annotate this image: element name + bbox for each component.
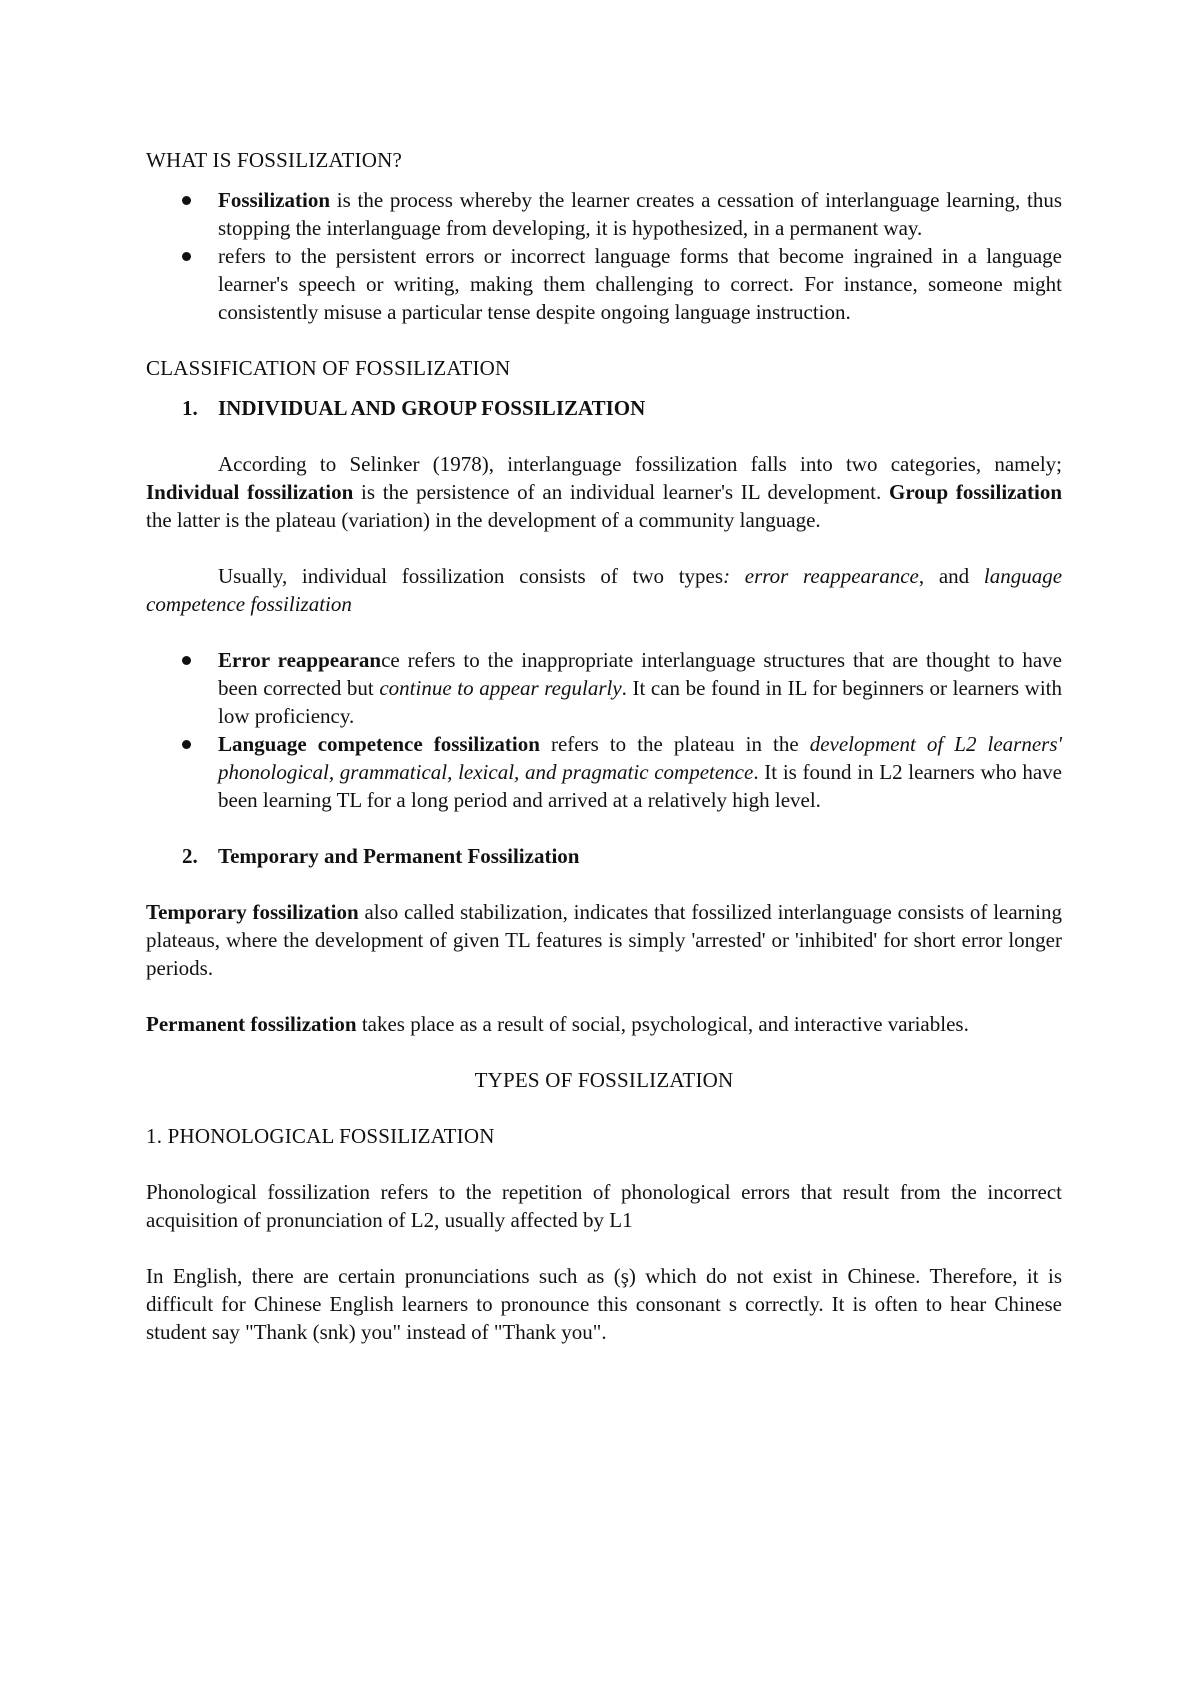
term-error-reappearance: : error reappearance [723,564,919,588]
bullet-icon [182,740,191,749]
text-run: is the persistence of an individual learner's IL development. [353,480,889,504]
text-run: According to Selinker (1978), interlanguage fossilization falls into two categories, namely; [218,452,1062,476]
paragraph-temporary-fossilization [146,898,1062,982]
list-number: 2. [182,844,198,868]
paragraph-two-types [146,562,1062,618]
bullet-icon [182,656,191,665]
italic-phrase: development of L2 learners' phonological, grammatical, lexical, and pragmatic competence [218,732,1062,784]
text-run: also called stabilization, indicates that fossilized interlanguage consists of learning plateaus, where the development of given TL features is simply 'arrested' or 'inhibited' for short error longer periods. [146,900,1063,980]
subheading-title: INDIVIDUAL AND GROUP FOSSILIZATION [218,396,646,420]
term-language-competence-fossilization: language competence fossilization [146,564,1063,616]
term-group-fossilization: Group fossilization [888,480,1063,504]
paragraph-phonological-definition: Phonological fossilization refers to the repetition of phonological errors that result from the incorrect acquisition of pronunciation of L2, usually affected by L1 [146,1180,1062,1232]
document-page [146,146,1062,1346]
term-temporary-fossilization: Temporary fossilization [146,900,359,924]
term-error-reappearance-bold: Error reappearan [218,648,382,672]
italic-phrase: continue to appear regularly [379,676,622,700]
paragraph-selinker [146,450,1062,534]
heading-classification: CLASSIFICATION OF FOSSILIZATION [146,356,511,380]
paragraph-chinese-example: In English, there are certain pronunciations such as (ş) which do not exist in Chinese. Therefore, it is difficult for Chinese English learners to pronounce this consonant s correctly. It is often to hear Chinese student say "Thank (snk) you" instead of "Thank you". [146,1264,1062,1344]
numbered-heading-individual-group [146,394,1062,422]
bullet-icon [182,196,191,205]
text-run: the latter is the plateau (variation) in the development of a community language. [146,508,821,532]
definition-text: is the process whereby the learner creates a cessation of interlanguage learning, thus stopping the interlanguage from developing, it is hypothesized, in a permanent way. [218,188,1062,240]
text-run: . It can be found in IL for beginners or learners with low proficiency. [218,676,1062,728]
list-number: 1. [182,396,198,420]
term-permanent-fossilization: Permanent fossilization [146,1012,357,1036]
text-run: ce refers to the inappropriate interlanguage structures that are thought to have been corrected but [218,648,1062,700]
text-run: Usually, individual fossilization consists of two types [218,564,724,588]
definition-text: refers to the persistent errors or incorrect language forms that become ingrained in a language learner's speech or writing, making them challenging to correct. For instance, someone might consistently misuse a particular tense despite ongoing language instruction. [218,244,1062,324]
term-individual-fossilization: Individual fossilization [146,480,354,504]
term-language-competence-bold: Language competence fossilization [218,732,540,756]
list-item [146,186,1062,242]
text-run: takes place as a result of social, psychological, and interactive variables. [356,1012,969,1036]
heading-types-of-fossilization: TYPES OF FOSSILIZATION [474,1068,734,1092]
definition-list [146,186,1062,326]
heading-phonological-fossilization: 1. PHONOLOGICAL FOSSILIZATION [146,1124,495,1148]
text-run: . It is found in L2 learners who have been learning TL for a long period and arrived at a relatively high level. [218,760,1062,812]
numbered-heading-temporary-permanent [146,842,1062,870]
types-list [146,646,1062,814]
subheading-title: Temporary and Permanent Fossilization [218,844,580,868]
list-item [146,242,1062,326]
text-run: refers to the plateau in the [539,732,810,756]
list-item [146,646,1062,730]
list-item [146,730,1062,814]
heading-what-is-fossilization: WHAT IS FOSSILIZATION? [146,148,403,172]
bullet-icon [182,252,191,261]
paragraph-permanent-fossilization [146,1010,1062,1038]
text-run: , and [918,564,984,588]
term-fossilization: Fossilization [218,188,331,212]
